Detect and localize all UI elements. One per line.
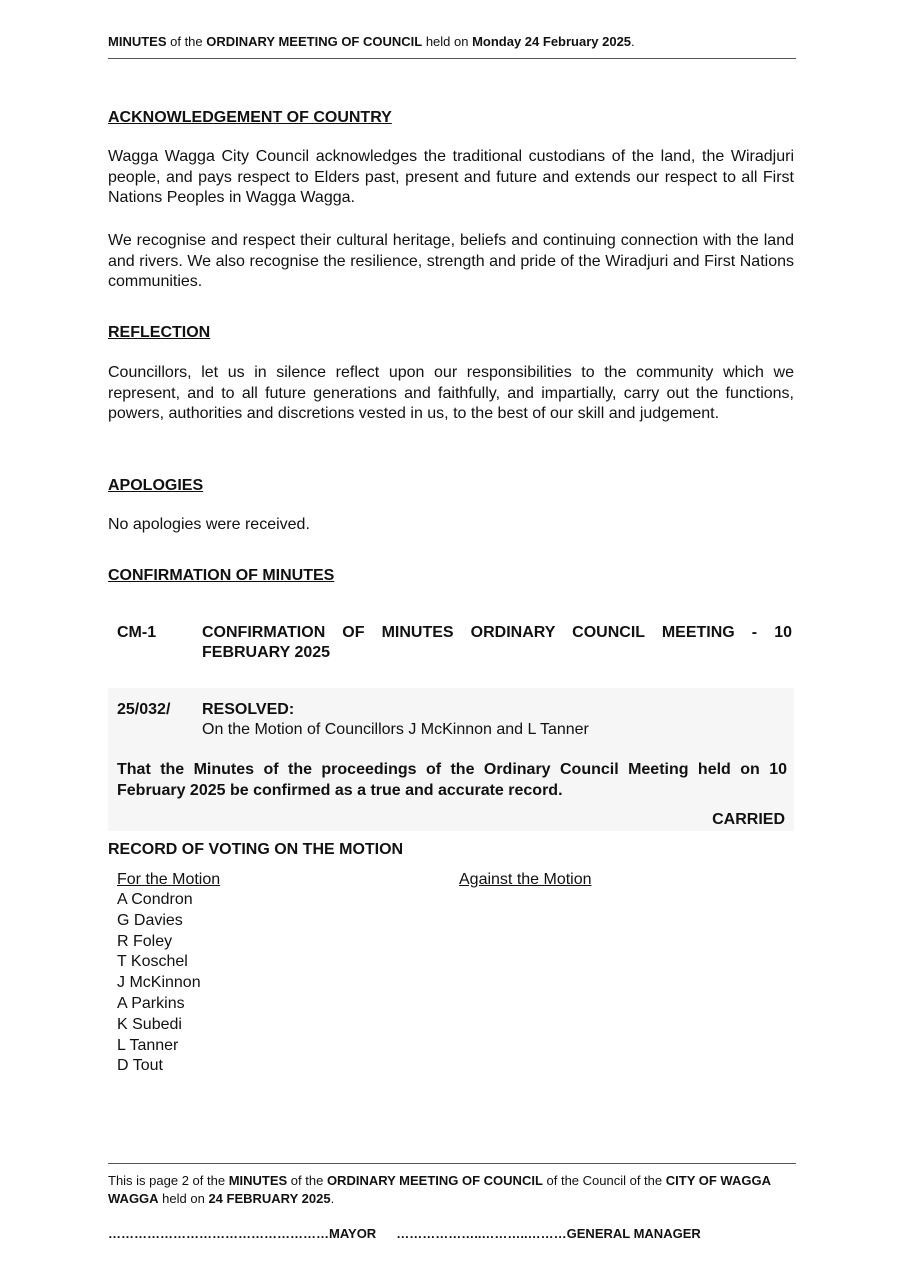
voting-record-title: RECORD OF VOTING ON THE MOTION [108, 841, 404, 858]
footer-text: . [330, 1191, 335, 1206]
footer-text: of the [287, 1173, 327, 1188]
apologies-heading: APOLOGIES [108, 477, 204, 494]
footer-minutes: MINUTES [228, 1173, 288, 1188]
acknowledgement-paragraph-1: Wagga Wagga City Council acknowledges the traditional custodians of the land, the Wiradjuri people, and pays respect to Elders past, present and future and extends our respect to all First Nations Peoples in Wagga Wagga. [108, 148, 794, 206]
header-meeting-type: ORDINARY MEETING OF COUNCIL [206, 34, 423, 49]
footer-meeting-type: ORDINARY MEETING OF COUNCIL [326, 1173, 543, 1188]
against-motion-header: Against the Motion [459, 871, 592, 888]
resolved-label: RESOLVED: [202, 701, 295, 718]
header-divider [108, 58, 796, 59]
voter-name: J McKinnon [117, 974, 201, 992]
voter-name: T Koschel [117, 953, 188, 971]
header-date: Monday 24 February 2025 [472, 34, 632, 49]
resolution-text: That the Minutes of the proceedings of the Ordinary Council Meeting held on 10 February 2025 be confirmed as a true and accurate record. [117, 761, 787, 799]
signature-row [108, 1225, 796, 1243]
voter-name: A Condron [117, 891, 193, 908]
voter-name: G Davies [117, 911, 183, 929]
footer-date: 24 FEBRUARY 2025 [208, 1191, 331, 1206]
footer-council-name: CITY OF WAGGA WAGGA [108, 1173, 771, 1206]
general-manager-signature-line: ………………..………..………GENERAL MANAGER [396, 1226, 701, 1241]
confirmation-heading: CONFIRMATION OF MINUTES [108, 567, 335, 584]
voter-name: A Parkins [117, 994, 185, 1012]
for-motion-header: For the Motion [117, 871, 221, 888]
acknowledgement-paragraph-2: We recognise and respect their cultural heritage, beliefs and continuing connection with the land and rivers. We also recognise the resilience, strength and pride of the Wiradjuri and First Nations communities. [108, 232, 794, 290]
item-title: CONFIRMATION OF MINUTES ORDINARY COUNCIL MEETING - 10 FEBRUARY 2025 [202, 624, 792, 661]
apologies-paragraph: No apologies were received. [108, 516, 310, 533]
header-text: . [631, 34, 635, 49]
reflection-paragraph: Councillors, let us in silence reflect upon our responsibilities to the community which we represent, and to all future generations and faithfully, and impartially, carry out the functions, powers, authorities and discretions vested in us, to the best of our skill and judgement. [108, 364, 794, 422]
mayor-signature-line: ……………………………………………MAYOR [108, 1226, 377, 1241]
page-footer [108, 1172, 796, 1208]
item-code: CM-1 [117, 624, 157, 641]
acknowledgement-heading: ACKNOWLEDGEMENT OF COUNTRY [108, 109, 392, 126]
footer-text: held on [158, 1191, 209, 1206]
footer-text: This is page 2 of the [108, 1173, 229, 1188]
voter-name: K Subedi [117, 1015, 182, 1033]
resolution-outcome: CARRIED [712, 811, 785, 828]
footer-divider [108, 1163, 796, 1164]
voter-name: R Foley [117, 932, 173, 950]
resolution-number: 25/032/ [117, 701, 171, 718]
footer-text: of the Council of the [542, 1173, 666, 1188]
header-minutes: MINUTES [108, 34, 167, 49]
reflection-heading: REFLECTION [108, 324, 211, 341]
page-header [108, 33, 796, 51]
header-text: held on [422, 34, 473, 49]
voter-name: L Tanner [117, 1036, 179, 1054]
resolution-mover: On the Motion of Councillors J McKinnon and L Tanner [202, 721, 589, 738]
for-motion-list [117, 890, 201, 1077]
voter-name: D Tout [117, 1057, 163, 1075]
header-text: of the [166, 34, 207, 49]
